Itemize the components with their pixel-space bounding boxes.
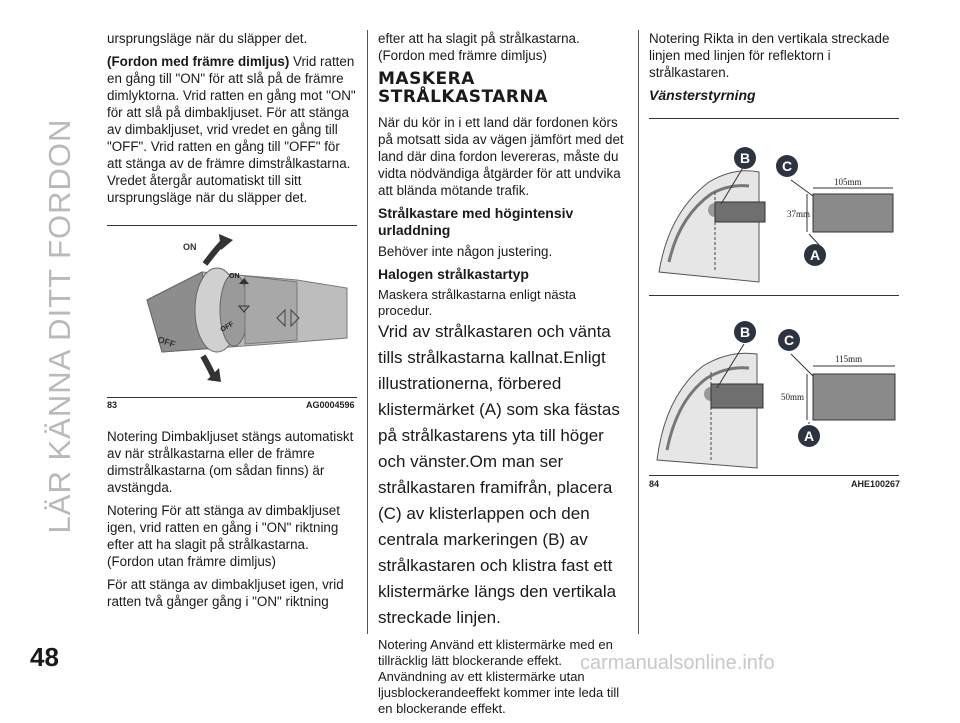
paragraph-bold-lead: (Fordon med främre dimljus) — [107, 54, 290, 69]
subheading-hid: Strålkastare med högintensiv urladdning — [378, 205, 574, 238]
figure-83-bottom-rule — [107, 397, 357, 398]
bottom-height-label: 50mm — [781, 392, 805, 402]
figure-84-bottom-rule — [649, 475, 899, 476]
figure-83-illustration — [107, 230, 357, 392]
figure-84-number: 84 — [649, 479, 660, 489]
bottom-width-label: 115mm — [835, 354, 863, 364]
figure-84-top-rule — [649, 118, 899, 119]
figure-83-top-rule — [107, 225, 357, 226]
stalk-switch-drawing — [107, 230, 357, 392]
figure-84-middle-rule — [649, 295, 899, 296]
column-divider-1 — [367, 30, 368, 634]
paragraph: Behöver inte någon justering. — [378, 244, 553, 259]
side-section-title-text: LÄR KÄNNA DITT FORDON — [42, 118, 77, 534]
figure-84-bottom-illustration — [649, 300, 899, 472]
column-divider-2 — [638, 30, 639, 634]
figure-83-code: AG0004596 — [306, 400, 355, 410]
label-off-inner: OFF — [219, 320, 236, 334]
top-width-label: 105mm — [834, 177, 862, 187]
label-off: OFF — [156, 334, 177, 350]
subheading-halogen: Halogen strålkastartyp — [378, 266, 529, 282]
badge-b-top: B — [740, 150, 751, 166]
column-1-lower — [107, 428, 357, 616]
label-on: ON — [183, 242, 197, 252]
subheading-left-hand-drive: Vänsterstyrning — [649, 87, 756, 103]
paragraph-note: Notering Använd ett klistermärke med en tillräcklig lätt blockerande effekt. Användning av ett klistermärke utan ljusblockerandeeffekt kommer inte leda till en blockerande effekt. — [378, 637, 620, 716]
badge-c-bottom: C — [784, 332, 795, 348]
headlight-mask-drawing-bottom — [649, 300, 899, 472]
paragraph: När du kör in i ett land där fordonen körs på motsatt sida av vägen jämfört med det land där dina fordon levereras, måste du vidta nödvändiga åtgärder för att undvika att blända mötande trafik. — [378, 115, 624, 198]
paragraph: Maskera strålkastarna enligt nästa procedur. — [378, 287, 576, 318]
badge-a-top: A — [810, 247, 821, 263]
badge-c-top: C — [782, 158, 793, 174]
paragraph — [107, 53, 357, 206]
paragraph: efter att ha slagit på strålkastarna. (Fordon med främre dimljus) — [378, 31, 580, 63]
figure-84-code: AHE100267 — [851, 479, 901, 489]
paragraph: Notering Rikta in den vertikala streckade linjen med linjen för reflektorn i strålkastaren. — [649, 31, 890, 80]
paragraph: Notering För att stänga av dimbakljuset igen, vrid ratten en gång i "ON" riktning efter att ha slagit på strålkastarna. (Fordon utan främre dimljus) — [107, 503, 340, 569]
top-height-label: 37mm — [787, 209, 811, 219]
column-3 — [649, 30, 899, 110]
badge-a-bottom: A — [804, 428, 815, 444]
column-1 — [107, 30, 357, 212]
paragraph-large: Vrid av strålkastaren och vänta tills strålkastarna kallnat.Enligt illustrationerna, förbered klistermärket (A) som ska fästas på strålkastarens yta till höger och vänster.Om man ser strålkastaren framifrån, placera (C) av klisterlappen och den centrala markeringen (B) av strålkastaren och klistra fast ett klistermärke längs den vertikala streckade linjen. — [378, 322, 620, 627]
figure-83-number: 83 — [107, 400, 118, 410]
paragraph: Notering Dimbakljuset stängs automatiskt av när strålkastarna eller de främre dimstrålkastarna (om sådan finns) är avstängda. — [107, 429, 354, 495]
figure-84-top-illustration — [649, 122, 899, 292]
page-number: 48 — [30, 642, 59, 672]
watermark: carmanualsonline.info — [580, 652, 775, 674]
label-on-inner: ON — [229, 273, 240, 280]
headlight-mask-drawing-top — [649, 122, 899, 292]
paragraph-text: Vrid ratten en gång till "ON" för att slå på de främre dimlyktorna. Vrid ratten en gång mot "ON" för att slå på dimbakljuset. För att stänga av dimbakljuset, vrid vredet en gång till "OFF". Vrid ratten en gång till "OFF" för att stänga av de främre dimstrålkastarna. Vredet återgår automatiskt till sitt ursprungsläge när du släpper det. — [107, 54, 356, 205]
column-2 — [378, 30, 628, 723]
section-heading: MASKERA STRÅLKASTARNA — [378, 69, 548, 107]
paragraph: ursprungsläge när du släpper det. — [107, 31, 308, 46]
paragraph: För att stänga av dimbakljuset igen, vrid ratten två gånger gång i "ON" riktning — [107, 577, 344, 609]
badge-b-bottom: B — [740, 324, 751, 340]
